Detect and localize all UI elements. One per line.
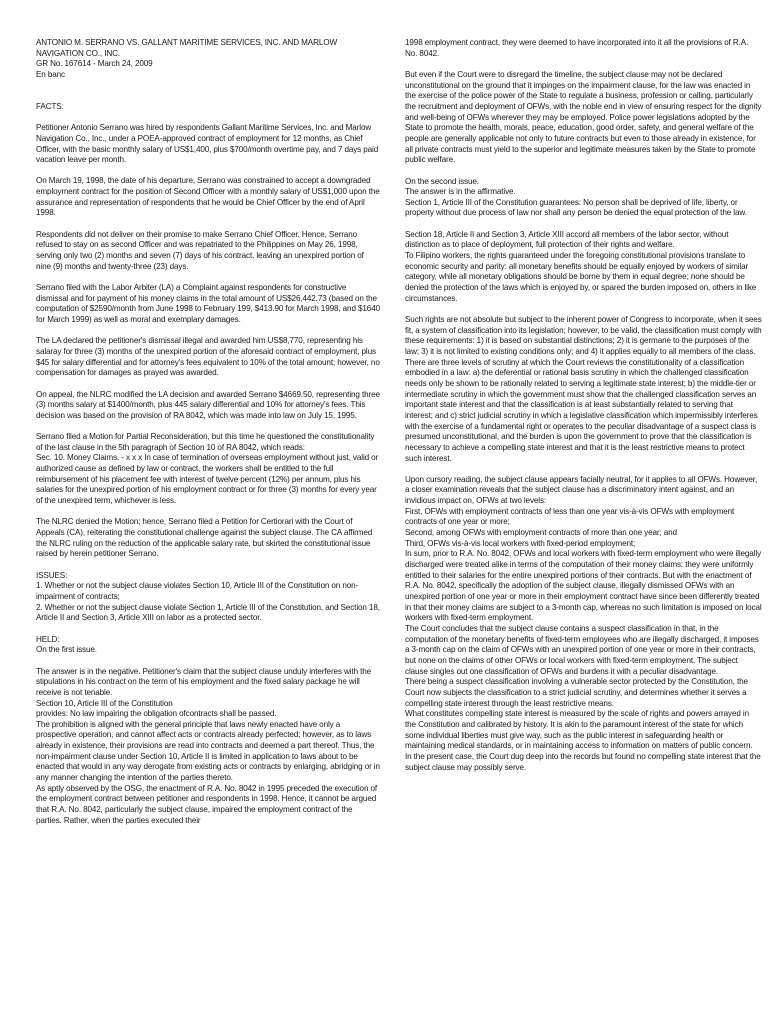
paragraph: The LA declared the petitioner's dismissal illegal and awarded him US$8,770, representing his salaray for three (3) months of the unexpired portion of the aforesaid contract of employment, plus $45 for salary differential and for attorney's fees equivalent to 10% of the total amount; however, no compensation for damages as prayed was awarded.	[36, 336, 380, 378]
list-item: Third, OFWs vis-à-vis local workers with fixed-period employment;	[405, 538, 636, 548]
paragraph: Such rights are not absolute but subject to the inherent power of Congress to incorporate, when it sees fit, a system of classification into its legislation; however, to be valid, the classification must comply with these requirements: 1) it is based on substantial distinctions; 2) it is germane to the purposes of the law; 3) it is not limited to existing conditions only; and 4) it applies equally to all members of the class.	[405, 315, 762, 356]
paragraph: Serrano filed with the Labor Arbiter (LA) a Complaint against respondents for constructive dismissal and for payment of his money claims in the total amount of US$26,442.73 (based on the computation of $2590/month from June 1998 to February 199, $413.90 for March 1998, and $1640 for March 1999) as well as moral and exemplary damages.	[36, 283, 380, 324]
facts-heading: FACTS:	[36, 101, 64, 111]
paragraph: To Filipino workers, the rights guaranteed under the foregoing constitutional provisions translate to economic security and parity: all monetary benefits should be equally enjoyed by workers of similar category, while all monetary obligations should be borne by them in equal degree; none should be denied the protection of the laws which is enjoyed by, or spared the burden imposed on, others in like circumstances.	[405, 251, 757, 303]
issues-heading: ISSUES:	[36, 570, 68, 580]
held-subheading: On the first issue.	[36, 645, 97, 655]
paragraph: Section 18, Article II and Section 3, Article XIII accord all members of the labor sector, without distinction as to place of deployment, full protection of their rights and welfare.	[405, 229, 729, 250]
court-division: En banc	[36, 69, 65, 79]
paragraph: There are three levels of scrutiny at which the Court reviews the constitutionality of a classification embodied in a law: a) the deferential or rational basis scrutiny in which the challenged classification needs only be shown to be rationally related to serving a legitimate state interest; b) the middle-tier or intermediate scrutiny in which the government must show that the challenged classification serves an important state interest and that the classification is at least substantially related to serving that interest; and c) strict judicial scrutiny in which a legislative classification which impermissibly interferes with the exercise of a fundamental right or operates to the peculiar disadvantage of a suspect class is presumed unconstitutional, and the burden is upon the government to prove that the classification is necessary to achieve a compelling state interest and that it is the least restrictive means to protect such interest.	[405, 357, 758, 463]
paragraph: On appeal, the NLRC modified the LA decision and awarded Serrano $4669.50, representing three (3) months salary at $1400/month, plus 445 salary differential and 10% for attorney's fees. This decision was based on the provision of RA 8042, which was made into law on July 15, 1995.	[36, 389, 380, 420]
paragraph: Petitioner Antonio Serrano was hired by respondents Gallant Maritime Services, Inc. and Marlow Navigation Co., Inc., under a POEA-approved contract of employment for 12 months, as Chief Officer, with the basic monthly salary of US$1,400, plus $700/month overtime pay, and 7 days paid vacation leave per month.	[36, 123, 379, 165]
issue-item: 1. Whether or not the subject clause violates Section 10, Article III of the Constitution on non-impairment of contracts;	[36, 581, 359, 601]
paragraph: 1998 employment contract, they were deemed to have incorporated into it all the provisions of R.A. No. 8042.	[405, 38, 749, 58]
paragraph: The answer is in the affirmative.	[405, 187, 516, 197]
right-column	[405, 38, 762, 773]
paragraph: In sum, prior to R.A. No. 8042, OFWs and local workers with fixed-term employment who were illegally discharged were treated alike in terms of the computation of their money claims: they were uniformly entitled to their salaries for the entire unexpired portions of their contracts. But with the enactment of R.A. No. 8042, specifically the adoption of the subject clause, illegally dismissed OFWs with an unexpired portion of one year or more in their employment contract have since been differently treated in that their money claims are subject to a 3-month cap, whereas no such limitation is imposed on local workers with fixed-term employment.	[405, 549, 762, 623]
left-column	[36, 38, 380, 826]
paragraph: The Court concludes that the subject clause contains a suspect classification in that, in the computation of the monetary benefits of fixed-term employees who are illegally discharged, it imposes a 3-month cap on the claim of OFWs with an unexpired portion of one year or more in their contracts, but none on the claims of other OFWs or local workers with fixed-term employment. The subject clause singles out one classification of OFWs and burdens it with a peculiar disadvantage.	[405, 624, 759, 676]
paragraph: The NLRC denied the Motion; hence, Serrano filed a Petition for Certiorari with the Court of Appeals (CA), reiterating the constitutional challenge against the subject clause. The CA affirmed the NLRC ruling on the reduction of the applicable salary rate, but skirted the constitutional issue raised by herein petitioner Serrano.	[36, 517, 373, 559]
paragraph: As aptly observed by the OSG, the enactment of R.A. No. 8042 in 1995 preceded the execution of the employment contract between petitioner and respondents in 1998. Hence, it cannot be argued that R.A. No. 8042, particularly the subject clause, impaired the employment contract of the parties. Rather, when the parties executed their	[36, 783, 378, 825]
list-item: First, OFWs with employment contracts of less than one year vis-à-vis OFWs with employment contracts of one year or more;	[405, 506, 735, 527]
held-heading: HELD:	[36, 634, 60, 644]
paragraph: But even if the Court were to disregard the timeline, the subject clause may not be declared unconstitutional on the ground that it impinges on the impairment clause, for the law was enacted in the exercise of the police power of the State to regulate a business, profession or calling, particularly the recruitment and deployment of OFWs, with the noble end in view of ensuring respect for the dignity and well-being of OFWs wherever they may be employed. Police power legislations adopted by the State to promote the health, morals, peace, education, good order, safety, and general welfare of the people are generally applicable not only to future contracts but even to those already in existence, for all private contracts must yield to the superior and legitimate measures taken by the State to promote public welfare.	[405, 69, 762, 165]
paragraph: There being a suspect classification involving a vulnerable sector protected by the Constitution, the Court now subjects the classification to a strict judicial scrutiny, and determines whether it serves a compelling state interest through the least restrictive means.	[405, 677, 748, 708]
paragraph: Section 10, Article III of the Constitution	[36, 698, 173, 708]
paragraph: On March 19, 1998, the date of his departure, Serrano was constrained to accept a downgraded employment contract for the position of Second Officer with a monthly salary of US$1,000 upon the assurance and representation of respondents that he would be Chief Officer by the end of April 1998.	[36, 176, 380, 218]
held-subheading: On the second issue.	[405, 176, 479, 186]
case-title: ANTONIO M. SERRANO VS. GALLANT MARITIME SERVICES, INC. AND MARLOW NAVIGATION CO., INC.	[36, 38, 338, 58]
paragraph: What constitutes compelling state interest is measured by the scale of rights and powers arrayed in the Constitution and calibrated by history. It is akin to the paramount interest of the state for which some individual liberties must give way, such as the public interest in safeguarding health or maintaining medical standards, or in maintaining access to information on matters of public concern.	[405, 709, 753, 751]
paragraph: Serrano filed a Motion for Partial Reconsideration, but this time he questioned the constitutionality of the last clause in the 5th paragraph of Section 10 of RA 8042, which reads:	[36, 432, 375, 452]
paragraph: In the present case, the Court dug deep into the records but found no compelling state interest that the subject clause may possibly serve.	[405, 751, 761, 772]
quoted-provision: Sec. 10. Money Claims. - x x x In case of termination of overseas employment without just, valid or authorized cause as defined by law or contract, the workers shall be entitled to the full reimbursement of his placement fee with interest of twelve percent (12%) per annum, plus his salaries for the unexpired portion of his employment contract or for three (3) months for every year of the unexpired term, whichever is less.	[36, 453, 379, 506]
paragraph: The prohibition is aligned with the general principle that laws newly enacted have only a prospective operation, and cannot affect acts or contracts already perfected; however, as to laws already in existence, their provisions are read into contracts and deemed a part thereof. Thus, the non-impairment clause under Section 10, Article II is limited in application to laws about to be enacted that would in any way derogate from existing acts or contracts by enlarging, abridging or in any manner changing the intention of the parties thereto.	[36, 719, 380, 783]
case-number: GR No. 167614 - March 24, 2009	[36, 59, 153, 69]
paragraph: Upon cursory reading, the subject clause appears facially neutral, for it applies to all OFWs. However, a closer examination reveals that the subject clause has a discriminatory intent against, and an invidious impact on, OFWs at two levels:	[405, 474, 758, 506]
list-item: Second, among OFWs with employment contracts of more than one year; and	[405, 528, 677, 538]
paragraph: Section 1, Article III of the Constitution guarantees: No person shall be deprived of life, liberty, or property without due process of law nor shall any person be denied the equal protection of the law.	[405, 197, 747, 218]
paragraph: provides: No law impairing the obligation ofcontracts shall be passed.	[36, 709, 277, 719]
paragraph: Respondents did not deliver on their promise to make Serrano Chief Officer. Hence, Serrano refused to stay on as second Officer and was repatriated to the Philippines on May 26, 1998, serving only two (2) months and seven (7) days of his contract, leaving an unexpired portion of nine (9) months and twenty-three (23) days.	[36, 229, 364, 271]
paragraph: The answer is in the negative. Petitioner's claim that the subject clause unduly interferes with the stipulations in his contract on the term of his employment and the fixed salary package he will receive is not tenable.	[36, 666, 372, 697]
issue-item: 2. Whether or not the subject clause violate Section 1, Article III of the Constitution, and Section 18, Article II and Section 3, Article XIII on labor as a protected sector.	[36, 602, 380, 623]
